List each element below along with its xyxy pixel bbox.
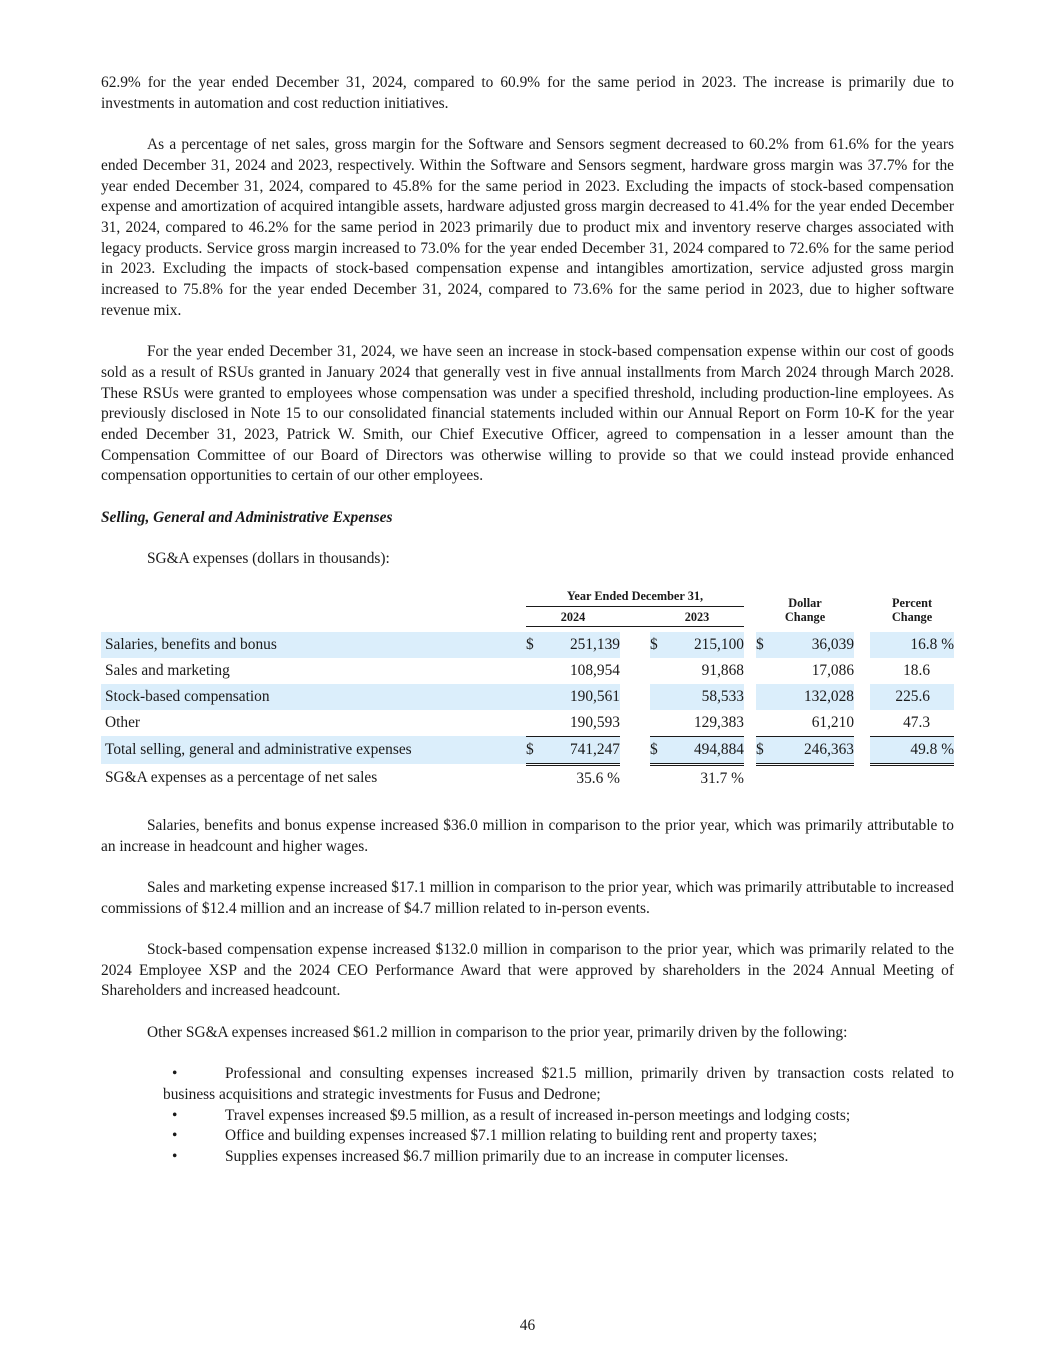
bullet-marker: • — [172, 1148, 178, 1165]
document-page — [101, 73, 954, 1168]
bullet-marker: • — [172, 1106, 178, 1124]
table-row: Other 190,593 129,383 61,210 47.3 — [101, 710, 954, 737]
list-item: • Travel expenses increased $9.5 million, as a result of increased in-person meetings and lodging costs; — [163, 1106, 954, 1127]
paragraph-sales-marketing: Sales and marketing expense increased $17.1 million in comparison to the prior year, which was primarily attributable to increased commissions of $12.4 million and an increase of $4.7 million related to in-person events. — [101, 878, 954, 917]
table-row-total: Total selling, general and administrative expenses $ 741,247 $ 494,884 $ 246,363 49.8 % — [101, 736, 954, 764]
page-number: 46 — [519, 1317, 536, 1334]
paragraph-salaries: Salaries, benefits and bonus expense increased $36.0 million in comparison to the prior year, which was primarily attributable to an increase in headcount and higher wages. — [101, 816, 954, 855]
bullet-marker: • — [172, 1127, 178, 1145]
list-item: • Professional and consulting expenses increased $21.5 million, primarily driven by transaction costs related to business acquisitions and strategic investments for Fusus and Dedrone; — [163, 1065, 954, 1103]
header-percent-change: Percent Change — [891, 596, 933, 625]
table-row: Sales and marketing 108,954 91,868 17,086 18.6 — [105, 661, 931, 679]
header-dollar-change: Dollar Change — [784, 596, 826, 625]
table-row: SG&A expenses as a percentage of net sales 35.6 % 31.7 % — [105, 769, 744, 787]
list-item: • Supplies expenses increased $6.7 million primarily due to an increase in computer licenses. — [163, 1147, 954, 1168]
paragraph-software-sensors-margin: As a percentage of net sales, gross margin for the Software and Sensors segment decreased to 60.2% from 61.6% for the years ended December 31, 2024 and 2023, respectively. Within the Software and Sensors segment, hardware gross margin was 37.7% for the year ended December 31, 2024, compared to 45.8% for the same period in 2023. Excluding the impacts of stock-based compensation expense and amortization of acquired intangible assets, hardware adjusted gross margin decreased to 41.4% for the year ended December 31, 2024, compared to 46.2% for the same period in 2023 primarily due to product mix and inventory reserve charges associated with legacy products. Service gross margin increased to 73.0% for the year ended December 31, 2024 compared to 72.6% for the same period in 2023. Excluding the impacts of stock-based compensation expense and intangibles amortization, service adjusted gross margin increased to 75.8% for the year ended December 31, 2024, compared to 73.6% for the same period in 2023, due to higher software revenue mix. — [101, 136, 954, 319]
sga-table — [101, 589, 954, 792]
table-row: Salaries, benefits and bonus $ 251,139 $ 215,100 $ 36,039 16.8 % — [101, 632, 954, 658]
paragraph-other-sga: Other SG&A expenses increased $61.2 million in comparison to the prior year, primarily driven by the following: — [147, 1023, 848, 1041]
header-2024: 2024 — [526, 606, 620, 626]
list-item: • Office and building expenses increased $7.1 million relating to building rent and property taxes; — [163, 1126, 954, 1147]
bullet-list — [101, 1064, 954, 1168]
table-row: Stock-based compensation 190,561 58,533 132,028 225.6 — [101, 684, 954, 710]
bullet-marker: • — [172, 1065, 178, 1083]
paragraph-gross-margin-continued: 62.9% for the year ended December 31, 2024, compared to 60.9% for the same period in 2023. The increase is primarily due to investments in automation and cost reduction initiatives. — [101, 74, 954, 112]
section-heading-sga: Selling, General and Administrative Expenses — [101, 508, 393, 526]
header-2023: 2023 — [650, 606, 744, 626]
header-year-ended: Year Ended December 31, — [526, 589, 744, 607]
paragraph-stock-comp: Stock-based compensation expense increased $132.0 million in comparison to the prior year, which was primarily related to the 2024 Employee XSP and the 2024 CEO Performance Award that were approved by shareholders in the 2024 Annual Meeting of Shareholders and increased headcount. — [101, 941, 954, 1000]
table-intro: SG&A expenses (dollars in thousands): — [147, 550, 390, 568]
paragraph-stock-comp-cogs: For the year ended December 31, 2024, we have seen an increase in stock-based compensation expense within our cost of goods sold as a result of RSUs granted in January 2024 that generally vest in five annual installments from March 2024 through March 2028. These RSUs were granted to employees whose compensation was under a specified threshold, including production-line employees. As previously disclosed in Note 15 to our consolidated financial statements included within our Annual Report on Form 10-K for the year ended December 31, 2023, Patrick W. Smith, our Chief Executive Officer, agreed to compensation in a lesser amount than the Compensation Committee of our Board of Directors was otherwise willing to provide so that we could instead provide enhanced compensation opportunities to certain of our other employees. — [101, 343, 954, 485]
